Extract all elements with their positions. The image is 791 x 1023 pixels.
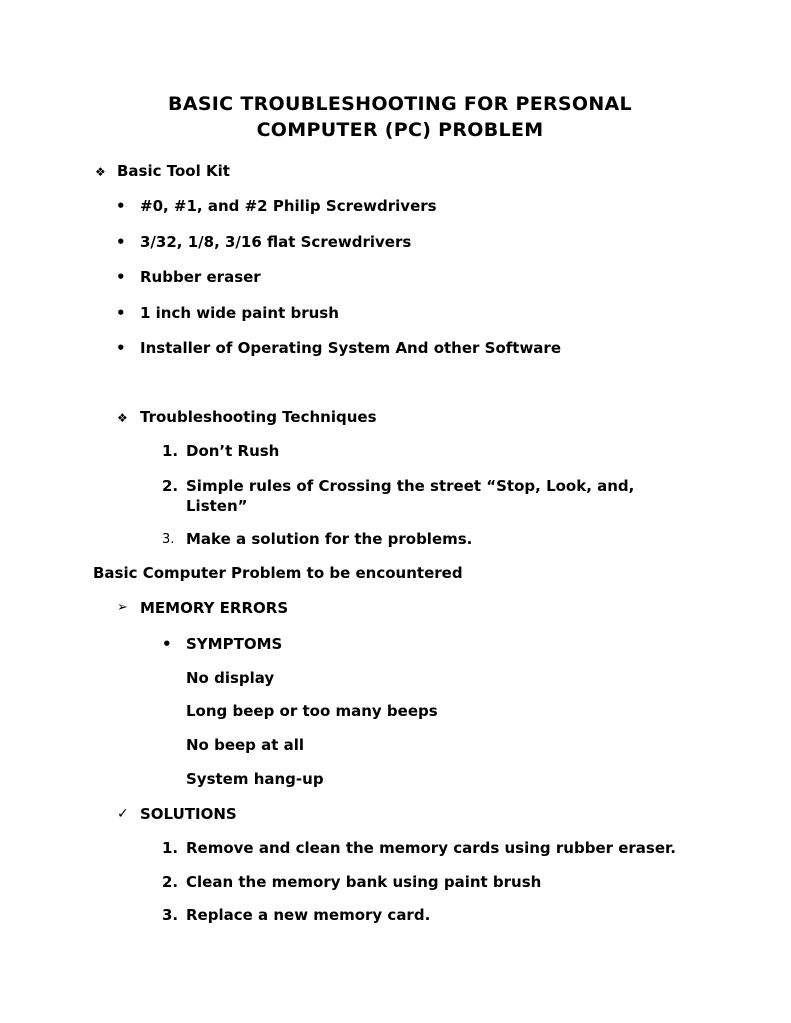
technique-item: Simple rules of Crossing the street “Stop, Look, and, — [186, 477, 635, 495]
toolkit-item: Rubber eraser — [140, 268, 261, 286]
bullet-icon: • — [116, 233, 126, 251]
list-number: 1. — [162, 442, 179, 460]
technique-item: Make a solution for the problems. — [186, 530, 473, 548]
bullet-icon: • — [116, 197, 126, 215]
memory-errors-heading: MEMORY ERRORS — [140, 599, 289, 617]
list-number: 2. — [162, 477, 179, 495]
toolkit-heading: Basic Tool Kit — [117, 162, 230, 180]
technique-item-continued: Listen” — [186, 497, 248, 515]
list-number: 3. — [162, 906, 179, 924]
list-number: 2. — [162, 873, 179, 891]
toolkit-item: 3/32, 1/8, 3/16 flat Screwdrivers — [140, 233, 412, 251]
list-number: 3. — [162, 532, 175, 547]
bullet-icon: • — [116, 268, 126, 286]
title-line-2: COMPUTER (PC) PROBLEM — [256, 119, 544, 141]
solutions-heading: SOLUTIONS — [140, 805, 237, 823]
bullet-icon: • — [116, 339, 126, 357]
symptom-item: Long beep or too many beeps — [186, 702, 438, 720]
techniques-heading: Troubleshooting Techniques — [140, 408, 377, 426]
diamond-bullet-icon: ❖ — [117, 411, 128, 425]
technique-item: Don’t Rush — [186, 442, 280, 460]
toolkit-item: Installer of Operating System And other Software — [140, 339, 561, 357]
solution-item: Clean the memory bank using paint brush — [186, 873, 542, 891]
document-title — [95, 91, 705, 143]
check-icon: ✓ — [117, 806, 129, 822]
symptom-item: No display — [186, 669, 275, 687]
title-line-1: BASIC TROUBLESHOOTING FOR PERSONAL — [168, 93, 632, 115]
symptoms-heading: SYMPTOMS — [186, 635, 283, 653]
arrow-bullet-icon: ➢ — [117, 600, 128, 615]
diamond-bullet-icon: ❖ — [95, 165, 106, 179]
solution-item: Replace a new memory card. — [186, 906, 431, 924]
toolkit-item: 1 inch wide paint brush — [140, 304, 339, 322]
toolkit-item: #0, #1, and #2 Philip Screwdrivers — [140, 197, 437, 215]
problems-heading: Basic Computer Problem to be encountered — [93, 564, 463, 582]
solution-item: Remove and clean the memory cards using rubber eraser. — [186, 839, 676, 857]
bullet-icon: • — [116, 304, 126, 322]
bullet-icon: • — [162, 635, 172, 653]
symptom-item: No beep at all — [186, 736, 305, 754]
list-number: 1. — [162, 839, 179, 857]
symptom-item: System hang-up — [186, 770, 324, 788]
